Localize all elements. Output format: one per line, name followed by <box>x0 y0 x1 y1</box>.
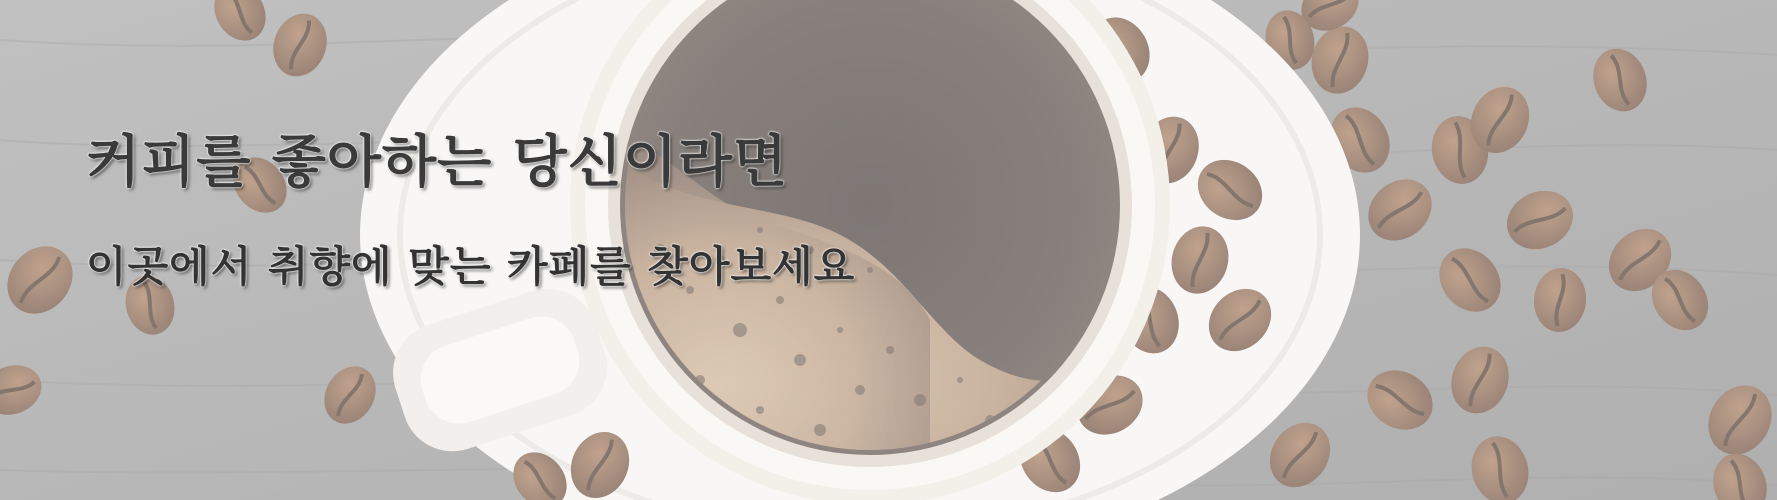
hero-subline: 이곳에서 취향에 맞는 카페를 찾아보세요 <box>86 242 856 291</box>
hero-text <box>86 118 855 294</box>
hero-headline: 커피를 좋아하는 당신이라면 <box>86 130 789 195</box>
